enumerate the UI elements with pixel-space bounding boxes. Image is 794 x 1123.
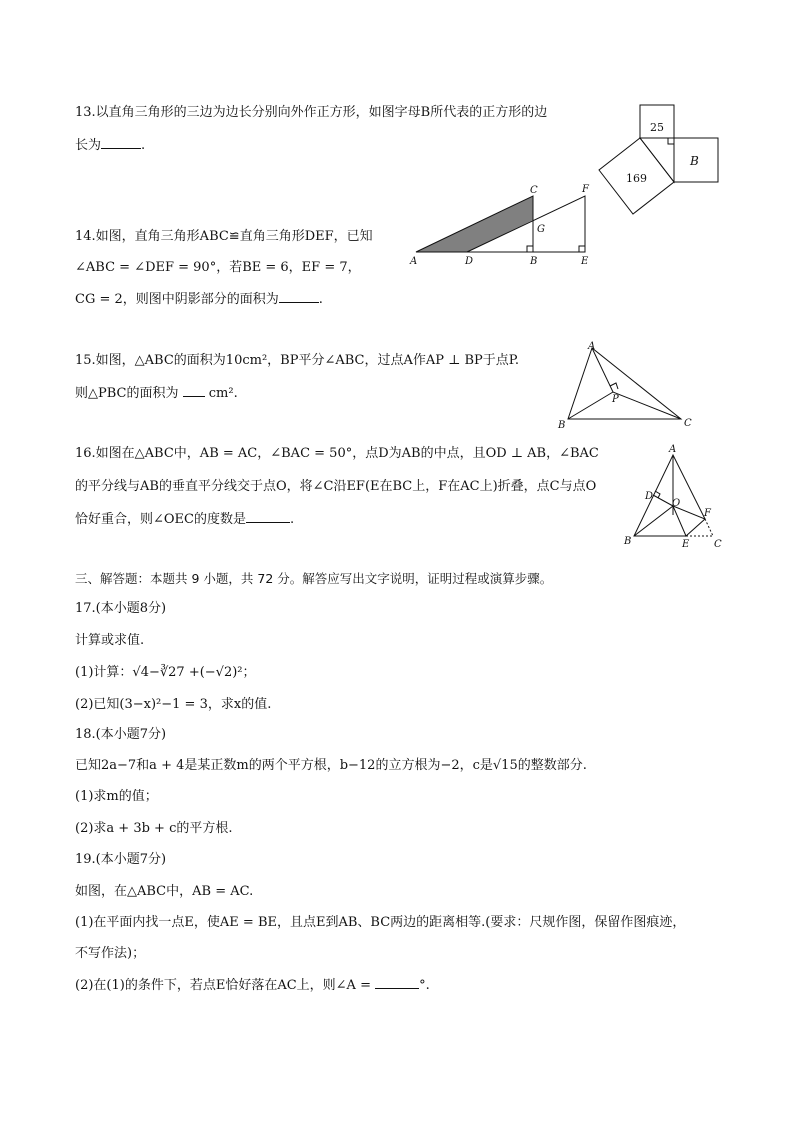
q15-line2-suffix: cm². [208, 386, 238, 401]
section3-heading: 三、解答题：本题共 9 小题，共 72 分。解答应写出文字说明，证明过程或演算步骤。 [75, 571, 553, 586]
q14-label-F: F [582, 184, 589, 195]
q14-line3-prefix: CG = 2，则图中阴影部分的面积为 [75, 292, 279, 307]
q17-part2: (2)已知(3−x)²−1 = 3，求x的值. [75, 697, 272, 712]
q17-part1: (1)计算：√4−∛27 +(−√2)²； [75, 665, 256, 680]
q13-label-B: B [690, 154, 699, 168]
q16-line3-prefix: 恰好重合，则∠OEC的度数是 [75, 512, 246, 527]
q16-line2: 的平分线与AB的垂直平分线交于点O，将∠C沿EF(E在BC上，F在AC上)折叠，点C与点O [75, 479, 597, 494]
q15-label-C: C [684, 418, 692, 429]
q16-folding-figure [620, 440, 728, 552]
q16-label-E: E [682, 539, 690, 550]
q13-line2 [75, 136, 145, 155]
q15-triangle-figure [556, 340, 700, 432]
q19-answer-blank [375, 976, 419, 989]
q16-dashed-folded-part [686, 519, 713, 536]
q16-segment-DO [653, 495, 673, 506]
q16-label-C: C [714, 539, 722, 550]
q13-answer-blank [101, 136, 141, 149]
q16-line1: 16.如图在△ABC中，AB = AC，∠BAC = 50°，点D为AB的中点，且OD ⊥ AB，∠BAC [75, 446, 599, 461]
q14-label-G: G [537, 224, 545, 235]
q14-label-B: B [530, 256, 538, 267]
q19-part2-prefix: (2)在(1)的条件下，若点E恰好落在AC上，则∠A = [75, 978, 371, 993]
q14-label-D: D [465, 256, 474, 267]
q15-line2-prefix: 则△PBC的面积为 [75, 386, 179, 401]
q14-label-E: E [581, 256, 589, 267]
q16-segment-BO [634, 506, 673, 536]
q14-right-angle-E [579, 246, 585, 252]
q18-intro: 已知2a−7和a + 4是某正数m的两个平方根，b−12的立方根为−2，c是√15的整数部分. [75, 758, 587, 773]
q14-line1: 14.如图，直角三角形ABC≌直角三角形DEF，已知 [75, 229, 373, 244]
q16-line3-suffix: . [290, 512, 295, 527]
q19-part1-line2: 不写作法)； [75, 946, 146, 961]
q18-part1: (1)求m的值； [75, 789, 158, 804]
q16-answer-blank [246, 510, 290, 523]
q13-right-angle-mark [668, 138, 674, 144]
q17-intro: 计算或求值. [75, 633, 145, 648]
q14-line3-suffix: . [318, 292, 323, 307]
q13-squares-figure [596, 104, 722, 216]
q13-line2-suffix: . [141, 138, 146, 153]
q13-label-169: 169 [626, 172, 647, 185]
q13-label-25: 25 [650, 121, 664, 134]
q19-part1-line1: (1)在平面内找一点E，使AE = BE，且点E到AB、BC两边的距离相等.(要求：尺规作图，保留作图痕迹， [75, 915, 686, 930]
q15-line1: 15.如图，△ABC的面积为10cm²，BP平分∠ABC，过点A作AP ⊥ BP于点P. [75, 353, 520, 368]
q19-part2-suffix: °. [419, 978, 430, 993]
q19-part2 [75, 976, 430, 995]
q15-label-A: A [588, 341, 596, 352]
q13-line2-prefix: 长为 [75, 138, 102, 153]
q19-title: 19.(本小题7分) [75, 852, 167, 867]
q19-intro: 如图，在△ABC中，AB = AC. [75, 884, 254, 899]
q16-line3 [75, 510, 294, 529]
q14-label-C: C [530, 185, 538, 196]
q15-answer-blank [183, 384, 205, 397]
q14-line3 [75, 290, 323, 309]
q15-segment-AP [592, 348, 613, 392]
q14-right-angle-B [527, 246, 533, 252]
q18-part2: (2)求a + 3b + c的平方根. [75, 821, 233, 836]
q15-line2 [75, 384, 238, 403]
q16-label-A: A [669, 444, 677, 455]
q16-label-B: B [624, 536, 632, 547]
q16-label-D: D [645, 491, 654, 502]
q17-title: 17.(本小题8分) [75, 601, 167, 616]
q14-label-A: A [410, 256, 418, 267]
q14-answer-blank [279, 290, 319, 303]
q18-title: 18.(本小题7分) [75, 727, 167, 742]
q15-label-B: B [558, 420, 566, 431]
q15-label-P: P [612, 394, 619, 405]
q14-line2: ∠ABC = ∠DEF = 90°，若BE = 6，EF = 7， [75, 260, 361, 275]
q16-label-F: F [704, 508, 711, 519]
q16-label-O: O [672, 498, 681, 509]
q14-triangles-figure [404, 182, 600, 268]
q13-line1: 13.以直角三角形的三边为边长分别向外作正方形，如图字母B所代表的正方形的边 [75, 105, 548, 120]
